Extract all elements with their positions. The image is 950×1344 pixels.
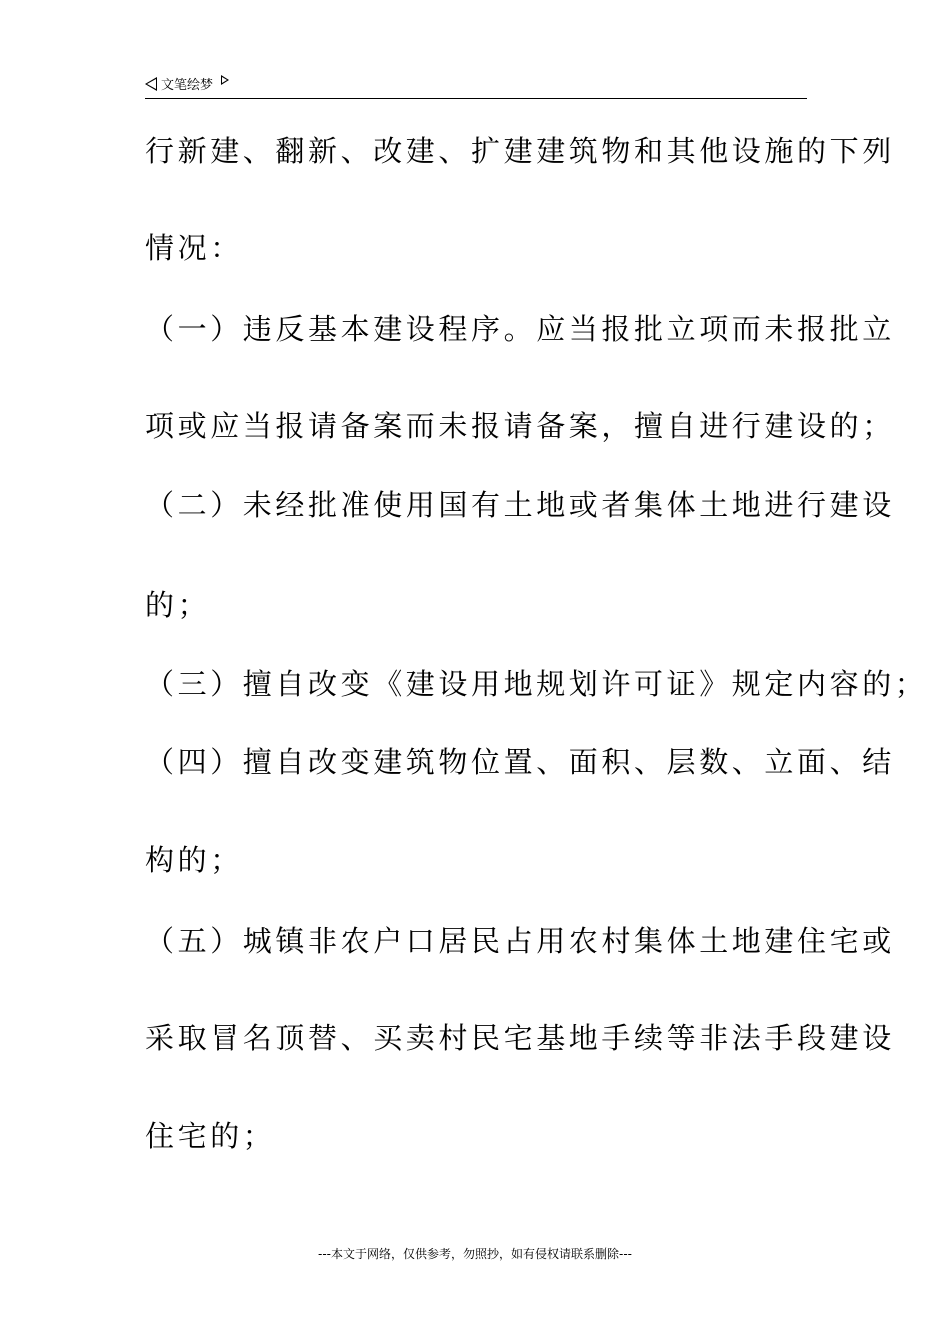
text-line: （二）未经批准使用国有土地或者集体土地进行建设 — [145, 488, 895, 522]
triangle-right-icon — [221, 75, 229, 85]
text-line: 项或应当报请备案而未报请备案，擅自进行建设的； — [145, 409, 895, 443]
text-line: （四）擅自改变建筑物位置、面积、层数、立面、结 — [145, 745, 895, 779]
page-header — [145, 72, 807, 99]
text-line: 住宅的； — [145, 1119, 276, 1153]
text-line: 情况： — [145, 231, 243, 265]
text-line: 行新建、翻新、改建、扩建建筑物和其他设施的下列 — [145, 134, 895, 168]
text-line: 采取冒名顶替、买卖村民宅基地手续等非法手段建设 — [145, 1021, 895, 1055]
text-line: （三）擅自改变《建设用地规划许可证》规定内容的； — [145, 667, 928, 701]
text-line: 构的； — [145, 843, 243, 877]
text-line: （一）违反基本建设程序。应当报批立项而未报批立 — [145, 312, 895, 346]
header-title: 文笔绘梦 — [161, 78, 214, 93]
page-footer: ---本文于网络，仅供参考，勿照抄，如有侵权请联系删除--- — [318, 1247, 632, 1261]
header-content — [145, 74, 229, 93]
text-line: 的； — [145, 588, 211, 622]
text-line: （五）城镇非农户口居民占用农村集体土地建住宅或 — [145, 924, 895, 958]
triangle-left-icon — [145, 77, 157, 91]
